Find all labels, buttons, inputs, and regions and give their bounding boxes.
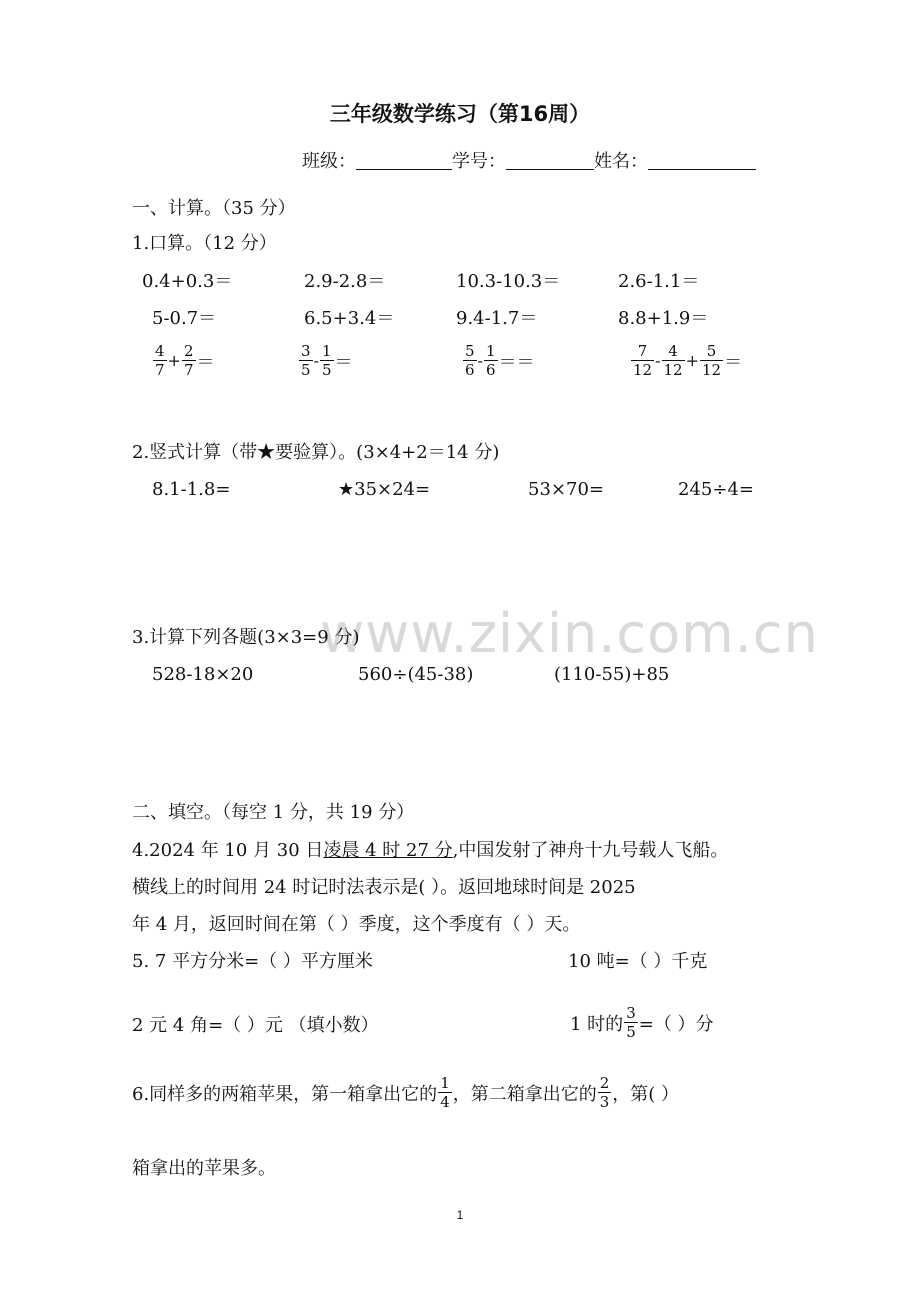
fraction: $\frac{5}{6}$ — [465, 342, 475, 379]
q1-fraction-item4: $\frac{7}{12}$ - $\frac{4}{12}$ + $\frac{5}{12}$ ＝ — [633, 342, 743, 379]
fraction: $\frac{7}{12}$ — [633, 342, 653, 379]
fraction: $\frac{3}{5}$ — [626, 1004, 636, 1041]
q2-item1: 8.1-1.8= — [152, 479, 231, 500]
q2-heading: 2.竖式计算（带★要验算）。(3×4+2＝14 分) — [132, 442, 500, 463]
q1-row1-item1: 0.4+0.3＝ — [142, 271, 233, 292]
class-blank[interactable] — [356, 151, 452, 170]
q5-part1: 5. 7 平方分米=（ ）平方厘米 — [132, 951, 373, 972]
fraction: $\frac{2}{7}$ — [183, 342, 194, 379]
q3-item3: (110-55)+85 — [554, 664, 670, 685]
q2-item3: 53×70= — [528, 479, 604, 500]
q4-line3: 年 4 月，返回时间在第（ ）季度，这个季度有（ ）天。 — [132, 914, 581, 935]
q1-row2-item1: 5-0.7＝ — [152, 308, 217, 329]
page-number: 1 — [456, 1208, 464, 1222]
q1-fraction-item1: $\frac{4}{7}$ + $\frac{2}{7}$ ＝ — [155, 342, 215, 379]
q5-part4: 1 时的 $\frac{3}{5}$ =（ ）分 — [570, 1004, 714, 1041]
page-title: 三年级数学练习（第16周） — [329, 102, 591, 126]
q5-part2: 10 吨=（ ）千克 — [568, 951, 708, 972]
q5-part3: 2 元 4 角=（ ）元 （填小数） — [132, 1015, 379, 1036]
student-no-label: 学号： — [452, 151, 506, 172]
q3-heading: 3.计算下列各题(3×3=9 分) — [132, 627, 360, 648]
q1-row1-item3: 10.3-10.3＝ — [456, 271, 561, 292]
watermark: www.zixin.com.cn — [320, 602, 819, 665]
q6-line2: 箱拿出的苹果多。 — [132, 1158, 276, 1179]
q1-heading: 1.口算。（12 分） — [132, 233, 277, 254]
q1-row2-item2: 6.5+3.4＝ — [304, 308, 395, 329]
q1-row1-item4: 2.6-1.1＝ — [618, 271, 700, 292]
class-label: 班级： — [302, 151, 356, 172]
q6-line1: 6.同样多的两箱苹果，第一箱拿出它的 $\frac{1}{4}$ ，第二箱拿出它的 $\frac{2}{3}$ ，第( ） — [132, 1074, 680, 1111]
q4-line1: 4.2024 年 10 月 30 日凌晨 4 时 27 分,中国发射了神舟十九号载人飞船。 — [132, 840, 729, 861]
q1-fraction-item2: $\frac{3}{5}$ - $\frac{1}{5}$ ＝ — [301, 342, 353, 379]
q1-fraction-item3: $\frac{5}{6}$ - $\frac{1}{6}$ ＝＝ — [465, 342, 535, 379]
fraction: $\frac{5}{12}$ — [702, 342, 722, 379]
q2-item2: ★35×24= — [338, 479, 431, 500]
q1-row2-item3: 9.4-1.7＝ — [456, 308, 538, 329]
student-info-line — [302, 150, 756, 174]
q3-item1: 528-18×20 — [152, 664, 254, 685]
name-blank[interactable] — [648, 151, 756, 170]
q1-row1-item2: 2.9-2.8＝ — [304, 271, 386, 292]
underlined-time: 凌晨 4 时 27 分 — [323, 840, 453, 861]
fraction: $\frac{1}{5}$ — [321, 342, 332, 379]
section2-heading: 二、填空。（每空 1 分，共 19 分） — [132, 802, 415, 823]
name-label: 姓名： — [594, 151, 648, 172]
q2-item4: 245÷4= — [678, 479, 754, 500]
fraction: $\frac{4}{12}$ — [663, 342, 683, 379]
q3-item2: 560÷(45-38) — [358, 664, 474, 685]
fraction: $\frac{4}{7}$ — [155, 342, 165, 379]
fraction: $\frac{1}{6}$ — [485, 342, 496, 379]
q1-row2-item4: 8.8+1.9＝ — [618, 308, 709, 329]
fraction: $\frac{1}{4}$ — [440, 1074, 450, 1111]
section1-heading: 一、计算。（35 分） — [132, 198, 296, 219]
fraction: $\frac{2}{3}$ — [599, 1074, 610, 1111]
q4-line2: 横线上的时间用 24 时记时法表示是( ）。返回地球时间是 2025 — [132, 877, 636, 898]
fraction: $\frac{3}{5}$ — [301, 342, 311, 379]
student-no-blank[interactable] — [506, 151, 594, 170]
